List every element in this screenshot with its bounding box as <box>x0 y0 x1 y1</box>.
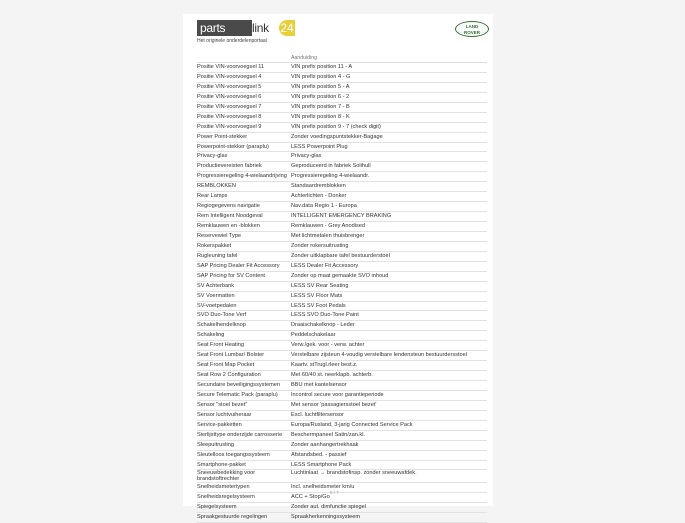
row-attribute: SV-voetpedalen <box>197 302 237 309</box>
table-row <box>197 302 487 312</box>
row-attribute: Positie VIN-voorvoegsel 4 <box>197 73 262 80</box>
table-row <box>197 73 487 83</box>
table-row <box>197 513 487 523</box>
row-attribute: Rear Lamps <box>197 193 228 200</box>
row-value: Met lichtmetalen thuisbrenger <box>291 232 365 239</box>
table-row <box>197 441 487 451</box>
table-row <box>197 421 487 431</box>
brand-line-2: ROVER <box>463 30 480 35</box>
row-value: LESS Dealer Fit Accessory <box>291 262 359 269</box>
row-value: Zonder rokersuitrusting <box>291 242 349 249</box>
table-row <box>197 232 487 242</box>
specification-table <box>197 54 487 523</box>
row-attribute: Smartphone-pakket <box>197 461 246 468</box>
row-attribute: Positie VIN-voorvoegsel 11 <box>197 64 265 70</box>
row-attribute: Positie VIN-voorvoegsel 8 <box>197 113 262 120</box>
table-row <box>197 401 487 411</box>
table-row <box>197 292 487 302</box>
row-value: Met sensor 'passagiersstoel bezet' <box>291 401 377 408</box>
row-attribute: SAP Pricing for SV Content <box>197 272 265 279</box>
row-value: Incontrol secure voor garantieperiode <box>291 391 384 398</box>
row-attribute: SAP Pricing Dealer Fit Accessory <box>197 262 280 269</box>
row-value: VIN prefix position 7 - B <box>291 103 350 110</box>
row-attribute: Sensor luchtvuiheraar <box>197 411 252 418</box>
table-row <box>197 351 487 361</box>
row-attribute: Sneeuwbedekking voor brandstoftrechter <box>197 470 256 483</box>
logo-tagline: Het originele onderdelenportaal <box>197 38 267 44</box>
row-attribute: Spraakgestuurde regelingen <box>197 514 268 521</box>
row-value: VIN prefix position 6 - 2 <box>291 93 350 100</box>
row-value: INTELLIGENT EMERGENCY BRAKING <box>291 213 392 220</box>
row-attribute: SV Voermatten <box>197 292 235 299</box>
table-header <box>197 54 487 63</box>
row-value: VIN prefix position 8 - K <box>291 113 350 120</box>
row-value: LESS Powerpoint Plug <box>291 143 348 150</box>
row-attribute: Remklauwen en -blokken <box>197 223 260 229</box>
row-attribute: Sierlijsttype onderzijde carrosserie <box>197 431 283 438</box>
row-value: Verw./gek. voor - verw. achter <box>291 342 365 349</box>
row-attribute: Service-pakketten <box>197 421 242 428</box>
row-value: Achterlichten - Donker <box>291 193 347 200</box>
table-row <box>197 282 487 292</box>
row-value: Progressieregeling 4-wielaandr. <box>291 173 370 180</box>
row-value: Zonder aanhangertrekhaak <box>291 441 359 448</box>
row-value: Remklauwen - Grey Anodised <box>291 223 365 229</box>
row-value: Incl. snelheidsmeter km/u <box>291 484 355 491</box>
row-value: Zonder uitklapbare tafel bestuurderstoel <box>291 252 390 259</box>
table-row <box>197 152 487 162</box>
row-attribute: Spiegelsysteem <box>197 504 237 511</box>
table-row <box>197 182 487 192</box>
table-row <box>197 63 487 73</box>
table-row <box>197 503 487 513</box>
logo-number: 24 <box>280 21 294 35</box>
row-value: Draaischakelknop - Leder <box>291 322 355 329</box>
row-value: LESS SV Foot Pedals <box>291 302 346 309</box>
table-row <box>197 311 487 321</box>
row-value: Zonder voedingspuntstekker-Bagage <box>291 133 383 140</box>
row-attribute: Power Point-stekker <box>197 133 248 140</box>
table-row <box>197 391 487 401</box>
row-value: Zonder aut. dimfunctie spiegel <box>291 504 366 511</box>
table-row <box>197 133 487 143</box>
row-value: Excl. luchtfiltersensor <box>291 411 344 418</box>
row-attribute: Positie VIN-voorvoegsel 5 <box>197 83 262 90</box>
row-value: VIN prefix position 11 - A <box>291 64 353 70</box>
row-value: Zonder op maat gemaakte SVO inhoud <box>291 272 389 279</box>
row-attribute: Privacy-glas <box>197 153 228 160</box>
table-row <box>197 162 487 172</box>
table-row <box>197 143 487 153</box>
row-value: Luchtinlaat → brandstofinsp. zonder sneeuwafdek. <box>291 470 417 477</box>
row-attribute: Sleepuitrusting <box>197 441 235 448</box>
row-attribute: Sensor "stoel bezet" <box>197 401 248 408</box>
brand-line-1: LAND <box>465 24 479 29</box>
row-attribute: Seat Front Heating <box>197 342 244 349</box>
row-value: Kaartv. stTrugl.rleer best.z. <box>291 362 358 369</box>
row-value: Standaardremblokken <box>291 183 346 190</box>
table-row <box>197 103 487 113</box>
row-attribute: Snelheidsmetertypen <box>197 484 250 491</box>
table-row <box>197 483 487 493</box>
row-attribute: Secure Telematic Pack (paraplu) <box>197 391 278 398</box>
table-row <box>197 222 487 232</box>
table-row <box>197 451 487 461</box>
row-value: LESS Smartphone Pack <box>291 461 352 468</box>
row-value: Europa/Rusland, 3-jarig Connected Service Pack <box>291 421 413 428</box>
row-attribute: Rugleuning tafel <box>197 252 238 259</box>
table-row <box>197 272 487 282</box>
row-attribute: Secundaire beveiligingssystemen <box>197 382 281 388</box>
row-attribute: Rokerspakket <box>197 242 232 249</box>
table-row <box>197 123 487 133</box>
table-row <box>197 252 487 262</box>
column-header-aanduiding: Aanduiding <box>291 55 317 61</box>
row-value: Peddelschakelaar <box>291 332 336 339</box>
row-attribute: SVO Duo-Tone Verf <box>197 312 247 319</box>
row-value: Nav.data Regio 1 - Europa <box>291 203 357 210</box>
row-attribute: Positie VIN-voorvoegsel 9 <box>197 123 262 130</box>
row-attribute: Regiogegevens navigatie <box>197 203 260 210</box>
table-row <box>197 93 487 103</box>
table-row <box>197 113 487 123</box>
row-value: Spraakherkenningssysteem <box>291 514 361 521</box>
table-row <box>197 361 487 371</box>
table-row <box>197 172 487 182</box>
logo-link-text: link <box>252 21 269 35</box>
row-attribute: Schakelhendelknop <box>197 322 246 329</box>
row-value: Verstelbare zijsteun 4-voudig verstelbare lendensteun bestuurdersstoel <box>291 352 467 359</box>
row-attribute: Seat Row 2 Configuration <box>197 372 261 379</box>
table-row <box>197 431 487 441</box>
table-row <box>197 411 487 421</box>
row-value: VIN prefix position 5 - A <box>291 83 350 90</box>
logo-main: parts <box>197 20 252 36</box>
row-attribute: Sleutelloos toegangssysteem <box>197 451 270 458</box>
row-value: Geproduceerd in fabriek Solihull <box>291 163 371 170</box>
table-row <box>197 192 487 202</box>
row-attribute: Powerpoint-stekker (paraplu) <box>197 143 269 150</box>
page-number: 5 / 7 <box>330 490 339 495</box>
table-row <box>197 381 487 391</box>
row-value: BBU met kantelsensor <box>291 382 347 388</box>
table-row <box>197 321 487 331</box>
table-row <box>197 202 487 212</box>
row-attribute: Progressieregeling 4-wielaandrijving <box>197 173 287 180</box>
table-row <box>197 212 487 222</box>
row-attribute: Positie VIN-voorvoegsel 7 <box>197 103 262 110</box>
table-row <box>197 242 487 252</box>
row-attribute: Snelheidsregelsysteem <box>197 494 255 501</box>
row-value: VIN prefix position 9 - 7 (check digit) <box>291 123 381 130</box>
row-attribute: SV Achterbank <box>197 282 235 289</box>
row-attribute: REMBLOKKEN <box>197 183 236 190</box>
row-attribute: Positie VIN-voorvoegsel 6 <box>197 93 262 100</box>
row-attribute: Productievereisten fabriek <box>197 163 262 170</box>
table-row <box>197 83 487 93</box>
row-value: LESS SVO Duo-Tone Paint <box>291 312 359 319</box>
row-attribute: Seat Front Map Pocket <box>197 362 255 369</box>
table-row <box>197 470 487 483</box>
land-rover-logo <box>455 21 489 37</box>
table-row <box>197 341 487 351</box>
table-row <box>197 371 487 381</box>
row-value: VIN prefix position 4 - G <box>291 73 351 80</box>
row-value: Afstandsbed. - passief <box>291 451 347 458</box>
row-value: Beschermpaneel Satin/zan.kl. <box>291 431 366 438</box>
row-attribute: Schakeling <box>197 332 225 339</box>
row-value: Privacy-glas <box>291 153 322 160</box>
row-value: LESS SV Floor Mats <box>291 292 343 299</box>
row-attribute: Seat Front Lumbar/ Bolster <box>197 352 265 359</box>
row-value: LESS SV Rear Seating <box>291 282 349 289</box>
table-row <box>197 461 487 471</box>
table-row <box>197 331 487 341</box>
table-row <box>197 493 487 503</box>
row-attribute: Reservewiel Type <box>197 232 242 239</box>
row-attribute: Rem Intelligent Noodgeval <box>197 213 263 220</box>
table-row <box>197 262 487 272</box>
row-value: Met 60/40 st. neerklapb. achterb. <box>291 372 373 379</box>
row-value: ACC + Stop/Go <box>291 494 330 501</box>
